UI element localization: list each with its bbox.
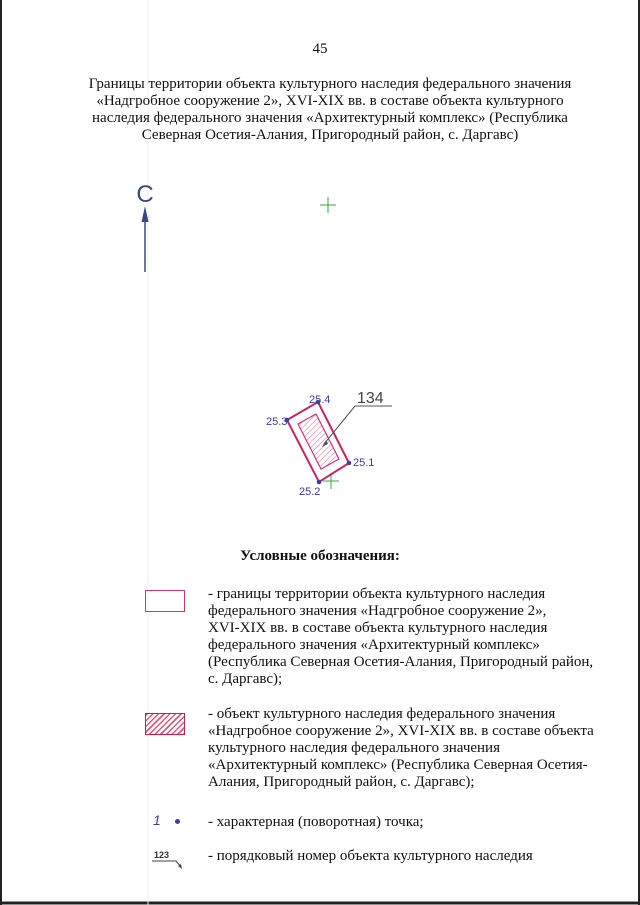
boundary-symbol	[145, 590, 185, 612]
legend-line: федерального значения «Архитектурный комплекс»	[208, 637, 540, 653]
legend-item-text	[208, 848, 608, 865]
legend-item-text	[208, 814, 608, 831]
title-line: «Надгробное сооружение 2», XVI-XIX вв. в составе объекта культурного	[96, 93, 564, 109]
number-leader-icon	[150, 846, 190, 870]
page-number: 45	[312, 41, 328, 57]
object-number-leader	[322, 390, 392, 447]
point-dot-icon	[175, 819, 180, 824]
title-line: наследия федерального значения «Архитектурный комплекс» (Республика	[92, 110, 568, 126]
point-symbol-label: 1	[153, 812, 161, 828]
legend-heading: Условные обозначения:	[240, 548, 400, 564]
number-symbol-label: 123	[154, 850, 170, 860]
point-label: 25.4	[309, 394, 331, 406]
point-marker	[347, 461, 352, 466]
object-number-label: 134	[357, 390, 384, 407]
legend-item-text	[208, 586, 608, 688]
legend-line: культурного наследия федерального значения	[208, 740, 500, 756]
point-label: 25.1	[353, 457, 375, 469]
point-label: 25.2	[299, 486, 321, 498]
legend-line: XVI-XIX вв. в составе объекта культурного наследия	[208, 620, 548, 636]
legend-line: - объект культурного наследия федерального значения	[208, 706, 556, 722]
point-marker	[317, 480, 322, 485]
legend-line: - характерная (поворотная) точка;	[208, 814, 424, 830]
north-label: С	[136, 181, 154, 208]
legend-line: - границы территории объекта культурного наследия	[208, 586, 546, 602]
legend-line: (Республика Северная Осетия-Алания, Пригородный район,	[208, 654, 594, 670]
grid-cross-icon	[320, 197, 336, 213]
legend-line: Алания, Пригородный район, с. Даргавс);	[208, 774, 475, 790]
title-line: Северная Осетия-Алания, Пригородный район, с. Даргавс)	[141, 127, 519, 143]
north-arrow	[136, 181, 153, 272]
heritage-object	[298, 414, 339, 469]
point-label: 25.3	[266, 416, 288, 428]
legend-line: с. Даргавс);	[208, 671, 283, 687]
title-line: Границы территории объекта культурного наследия федерального значения	[88, 76, 572, 92]
legend-line: федерального значения «Надгробное сооружение 2»,	[208, 603, 547, 619]
legend-line: «Архитектурный комплекс» (Республика Северная Осетия-	[208, 757, 588, 773]
hatched-object-symbol	[145, 713, 185, 735]
legend-item-text	[208, 706, 608, 791]
legend-line: - порядковый номер объекта культурного наследия	[208, 848, 533, 864]
legend-line: «Надгробное сооружение 2», XVI-XIX вв. в составе объекта	[208, 723, 594, 739]
